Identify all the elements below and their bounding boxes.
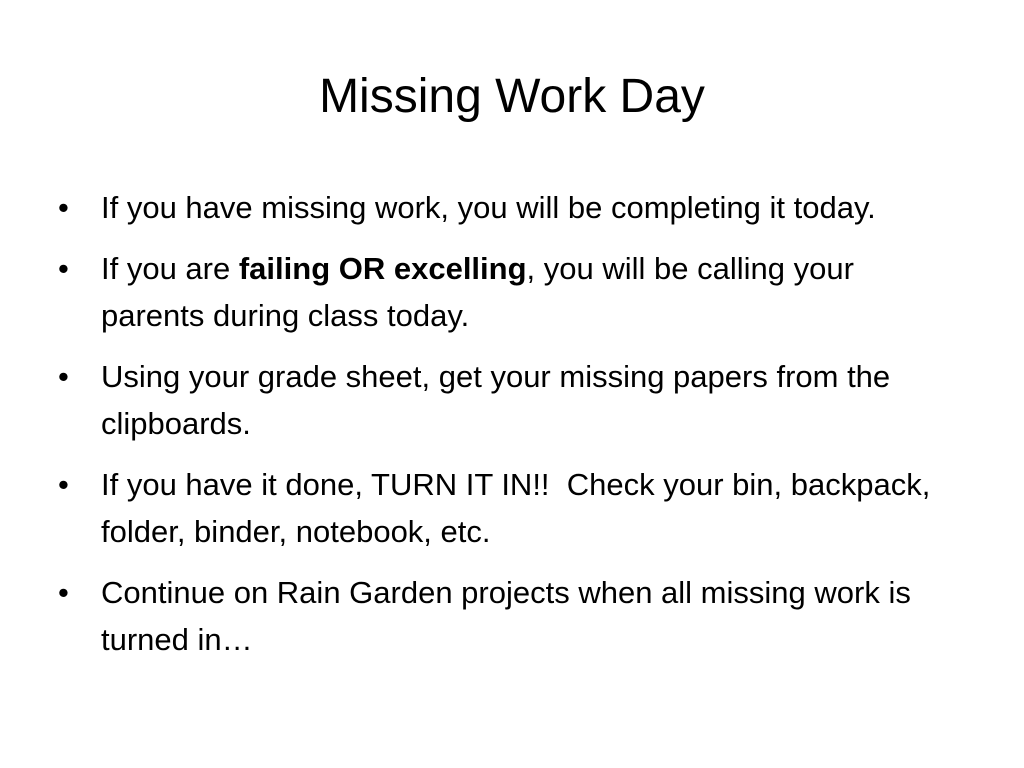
bullet-emphasis: failing OR excelling — [238, 251, 527, 286]
slide-title: Missing Work Day — [319, 70, 705, 123]
bullet-text-start: If you are — [101, 251, 239, 286]
bullet-text: If you have it done, TURN IT IN!! Check your bin, backpack, folder, binder, notebook, etc. — [101, 467, 939, 549]
bullet-item — [56, 353, 956, 447]
bullet-list — [56, 184, 956, 677]
bullet-item — [56, 245, 956, 339]
bullet-glyph: • — [58, 251, 69, 286]
bullet-glyph: • — [58, 359, 69, 394]
bullet-text-end: , you will be calling your parents during class today. — [101, 251, 854, 333]
bullet-text: Continue on Rain Garden projects when all missing work is turned in… — [101, 575, 911, 657]
bullet-glyph: • — [58, 575, 69, 610]
bullet-item — [56, 184, 956, 231]
bullet-glyph: • — [58, 190, 69, 225]
bullet-text: Using your grade sheet, get your missing papers from the clipboards. — [101, 359, 891, 441]
bullet-item — [56, 569, 956, 663]
bullet-text: If you have missing work, you will be completing it today. — [101, 190, 876, 225]
bullet-glyph: • — [58, 467, 69, 502]
bullet-item — [56, 461, 956, 555]
